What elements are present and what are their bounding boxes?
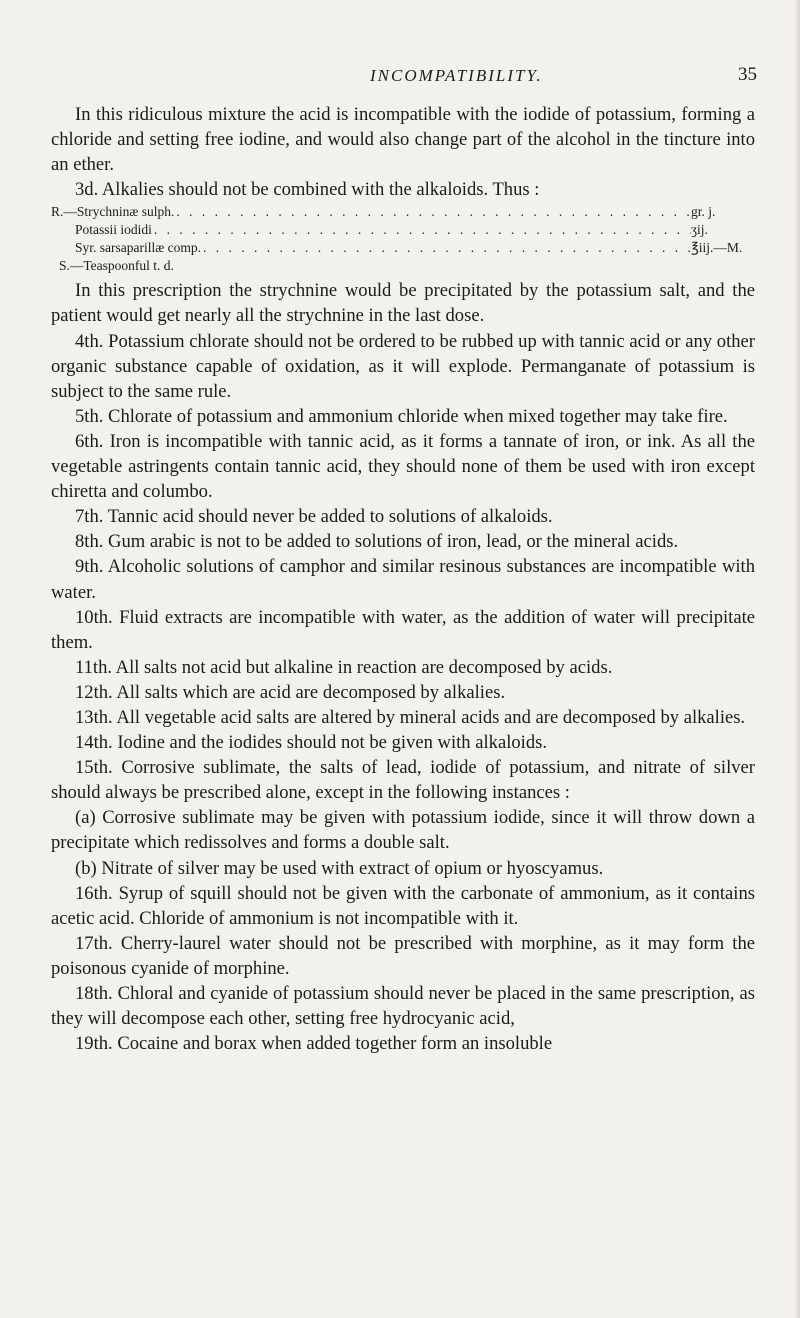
rule-15: 15th. Corrosive sublimate, the salts of lead, iodide of potassium, and nitrate of silver should always be prescribed alone, except in the following instances :: [51, 757, 755, 804]
prescription-quantity: ʒij.: [691, 222, 708, 238]
prescription-block: [51, 203, 755, 275]
rule-16: 16th. Syrup of squill should not be given with the carbonate of ammonium, as it contains acetic acid. Chloride of ammonium is not incompatible with it.: [51, 882, 755, 929]
leader-dots: [201, 239, 691, 257]
running-head: INCOMPATIBILITY.: [370, 66, 543, 85]
prescription-signa: S.—Teaspoonful t. d.: [59, 258, 174, 274]
page-edge-shadow: [794, 0, 800, 1318]
intro-paragraph: In this ridiculous mixture the acid is incompatible with the iodide of potassium, forming a chloride and setting free iodine, and would also change part of the alcohol in the tincture into an ether.: [51, 104, 755, 176]
rule-5: 5th. Chlorate of potassium and ammonium chloride when mixed together may take fire.: [75, 405, 728, 427]
after-prescription-paragraph: In this prescription the strychnine would be precipitated by the potassium salt, and the patient would get nearly all the strychnine in the last dose.: [51, 280, 755, 327]
rule-17: 17th. Cherry-laurel water should not be prescribed with morphine, as it may form the poisonous cyanide of morphine.: [51, 932, 755, 979]
rule-3: 3d. Alkalies should not be combined with the alkaloids. Thus :: [75, 179, 540, 201]
rule-18: 18th. Chloral and cyanide of potassium should never be placed in the same prescription, as they will decompose each other, setting free hydrocyanic acid,: [51, 983, 755, 1030]
rule-12: 12th. All salts which are acid are decomposed by alkalies.: [75, 681, 506, 703]
rule-7: 7th. Tannic acid should never be added to solutions of alkaloids.: [75, 506, 553, 528]
rule-10: 10th. Fluid extracts are incompatible with water, as the addition of water will precipitate them.: [51, 606, 755, 653]
rule-13: 13th. All vegetable acid salts are altered by mineral acids and are decomposed by alkalies.: [75, 706, 746, 728]
rule-11: 11th. All salts not acid but alkaline in reaction are decomposed by acids.: [75, 656, 613, 678]
rule-19: 19th. Cocaine and borax when added together form an insoluble: [75, 1033, 553, 1055]
leader-dots: [152, 221, 691, 239]
prescription-line: [51, 239, 755, 257]
rule-15-exception-a: (a) Corrosive sublimate may be given with potassium iodide, since it will throw down a precipitate which redissolves and forms a double salt.: [51, 807, 755, 854]
page-number: 35: [738, 64, 757, 85]
prescription-ingredient: R.—Strychninæ sulph.: [51, 204, 175, 220]
page-body: [51, 102, 755, 1056]
prescription-quantity: gr. j.: [691, 204, 716, 220]
rule-6: 6th. Iron is incompatible with tannic acid, as it forms a tannate of iron, or ink. As all the vegetable astringents contain tannic acid, they should none of them be used with iron except chiretta and columbo.: [51, 430, 755, 503]
rule-15-exception-b: (b) Nitrate of silver may be used with extract of opium or hyoscyamus.: [75, 857, 604, 879]
rule-4: 4th. Potassium chlorate should not be ordered to be rubbed up with tannic acid or any other organic substance capable of oxidation, as it will explode. Permanganate of potassium is subject to the same rule.: [51, 330, 755, 402]
rule-14: 14th. Iodine and the iodides should not be given with alkaloids.: [75, 732, 548, 754]
prescription-ingredient: Syr. sarsaparillæ comp.: [75, 240, 201, 256]
rule-8: 8th. Gum arabic is not to be added to solutions of iron, lead, or the mineral acids.: [75, 531, 679, 553]
leader-dots: [174, 203, 691, 221]
rule-9: 9th. Alcoholic solutions of camphor and similar resinous substances are incompatible with water.: [51, 556, 755, 603]
prescription-line: [51, 203, 755, 221]
prescription-ingredient: Potassii iodidi: [75, 222, 152, 238]
prescription-line: [51, 221, 755, 239]
prescription-quantity: ℥iij.—M.: [691, 240, 743, 256]
page-header: [0, 64, 800, 94]
